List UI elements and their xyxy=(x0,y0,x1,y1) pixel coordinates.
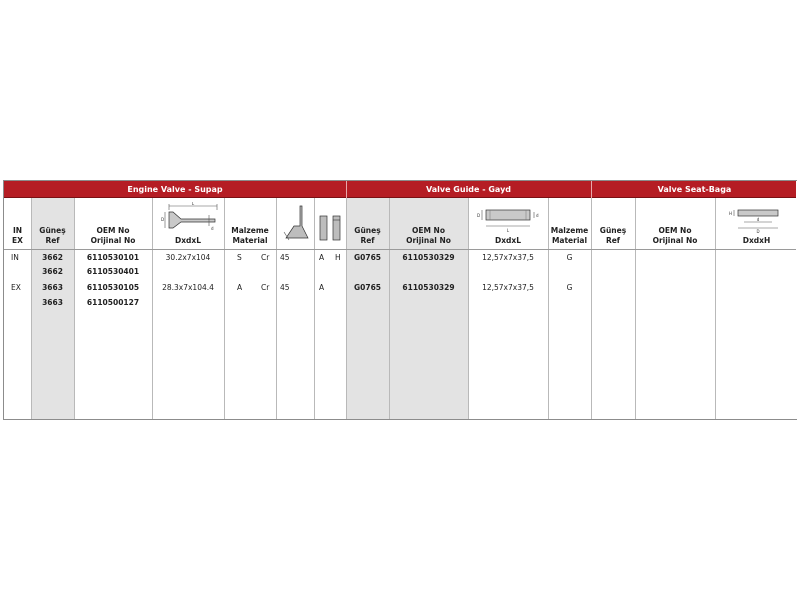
cell-valve-oem: 6110500127 xyxy=(86,298,140,307)
cell-valve-angle: 45 xyxy=(280,253,290,262)
header-guide-material xyxy=(548,226,591,246)
header-oem-no: OEM No xyxy=(658,226,692,235)
cell-valve-tip2: H xyxy=(335,253,341,262)
section-engine-valve: Engine Valve - Supap xyxy=(127,185,223,194)
cell-guide-dims: 12,57x7x37,5 xyxy=(482,283,534,292)
header-gunes: Güneş xyxy=(599,226,627,235)
header-valve-gunes-ref xyxy=(31,226,74,246)
cell-guide-material: G xyxy=(566,283,573,292)
valve-tip-icon xyxy=(317,212,345,246)
cell-valve-mat2: Cr xyxy=(261,283,270,292)
diagram-label-d: d xyxy=(211,226,214,231)
cell-valve-dims: 28.3x7x104.4 xyxy=(162,283,214,292)
section-valve-seat: Valve Seat-Baga xyxy=(657,185,732,194)
header-ex: EX xyxy=(12,236,23,245)
cell-in-ex: EX xyxy=(11,283,21,292)
header-valve-material xyxy=(224,226,276,246)
header-gunes: Güneş xyxy=(354,226,381,235)
valve-dimension-diagram xyxy=(159,202,219,232)
diagram-label-L: L xyxy=(506,228,510,233)
header-valve-dxdxl: DxdxL xyxy=(174,236,202,245)
header-oem-no: OEM No xyxy=(411,226,445,235)
cell-valve-ref: 3663 xyxy=(42,298,63,307)
parts-table xyxy=(3,180,797,420)
diagram-label-D: D xyxy=(477,213,481,218)
cell-valve-oem: 6110530401 xyxy=(86,267,140,276)
cell-valve-oem: 6110530105 xyxy=(86,283,140,292)
diagram-label-D: D xyxy=(161,217,165,222)
header-ref: Ref xyxy=(45,236,60,245)
cell-valve-mat2: Cr xyxy=(261,253,270,262)
diagram-label-d: d xyxy=(536,213,539,218)
header-ref: Ref xyxy=(605,236,621,245)
cell-valve-ref: 3663 xyxy=(42,283,63,292)
header-malzeme: Malzeme xyxy=(550,226,589,235)
cell-valve-angle: 45 xyxy=(280,283,290,292)
header-guide-dxdxl: DxdxL xyxy=(494,236,522,245)
header-orijinal-no: Orijinal No xyxy=(652,236,698,245)
header-gunes: Güneş xyxy=(39,226,66,235)
cell-valve-ref: 3662 xyxy=(42,253,63,262)
cell-guide-ref: G0765 xyxy=(353,283,382,292)
guide-dimension-diagram xyxy=(474,204,544,234)
cell-guide-ref: G0765 xyxy=(353,253,382,262)
section-valve-guide: Valve Guide - Gayd xyxy=(425,185,512,194)
cell-valve-oem: 6110530101 xyxy=(86,253,140,262)
cell-valve-mat1: S xyxy=(237,253,242,262)
header-guide-gunes-ref xyxy=(346,226,389,246)
diagram-label-H: H xyxy=(729,211,733,216)
cell-in-ex: IN xyxy=(11,253,19,262)
header-ref: Ref xyxy=(360,236,375,245)
header-orijinal-no: Orijinal No xyxy=(90,236,136,245)
seat-dimension-diagram xyxy=(726,202,788,234)
section-header-band xyxy=(4,181,796,198)
diagram-label-L: L xyxy=(191,202,195,206)
seat-angle-icon xyxy=(280,204,310,244)
header-malzeme: Malzeme xyxy=(231,226,269,235)
header-seat-dxdxh: DxdxH xyxy=(742,236,771,245)
header-guide-oem xyxy=(389,226,468,246)
header-material: Material xyxy=(232,236,268,245)
header-in: IN xyxy=(12,226,23,235)
cell-guide-oem: 6110530329 xyxy=(402,253,455,262)
diagram-label-D: D xyxy=(756,229,760,234)
header-in-ex xyxy=(4,226,31,246)
cell-valve-tip1: A xyxy=(319,253,325,262)
header-valve-oem xyxy=(74,226,152,246)
cell-valve-ref: 3662 xyxy=(42,267,63,276)
cell-valve-tip1: A xyxy=(319,283,325,292)
header-material: Material xyxy=(551,236,588,245)
header-oem-no: OEM No xyxy=(96,226,130,235)
cell-valve-dims: 30.2x7x104 xyxy=(165,253,211,262)
cell-guide-dims: 12,57x7x37,5 xyxy=(482,253,534,262)
cell-guide-material: G xyxy=(566,253,573,262)
header-seat-gunes-ref xyxy=(591,226,635,246)
header-seat-oem xyxy=(635,226,715,246)
cell-valve-mat1: A xyxy=(237,283,243,292)
diagram-label-d: d xyxy=(756,217,760,222)
header-orijinal-no: Orijinal No xyxy=(406,236,451,245)
cell-guide-oem: 6110530329 xyxy=(402,283,455,292)
column-header-row xyxy=(4,198,796,250)
